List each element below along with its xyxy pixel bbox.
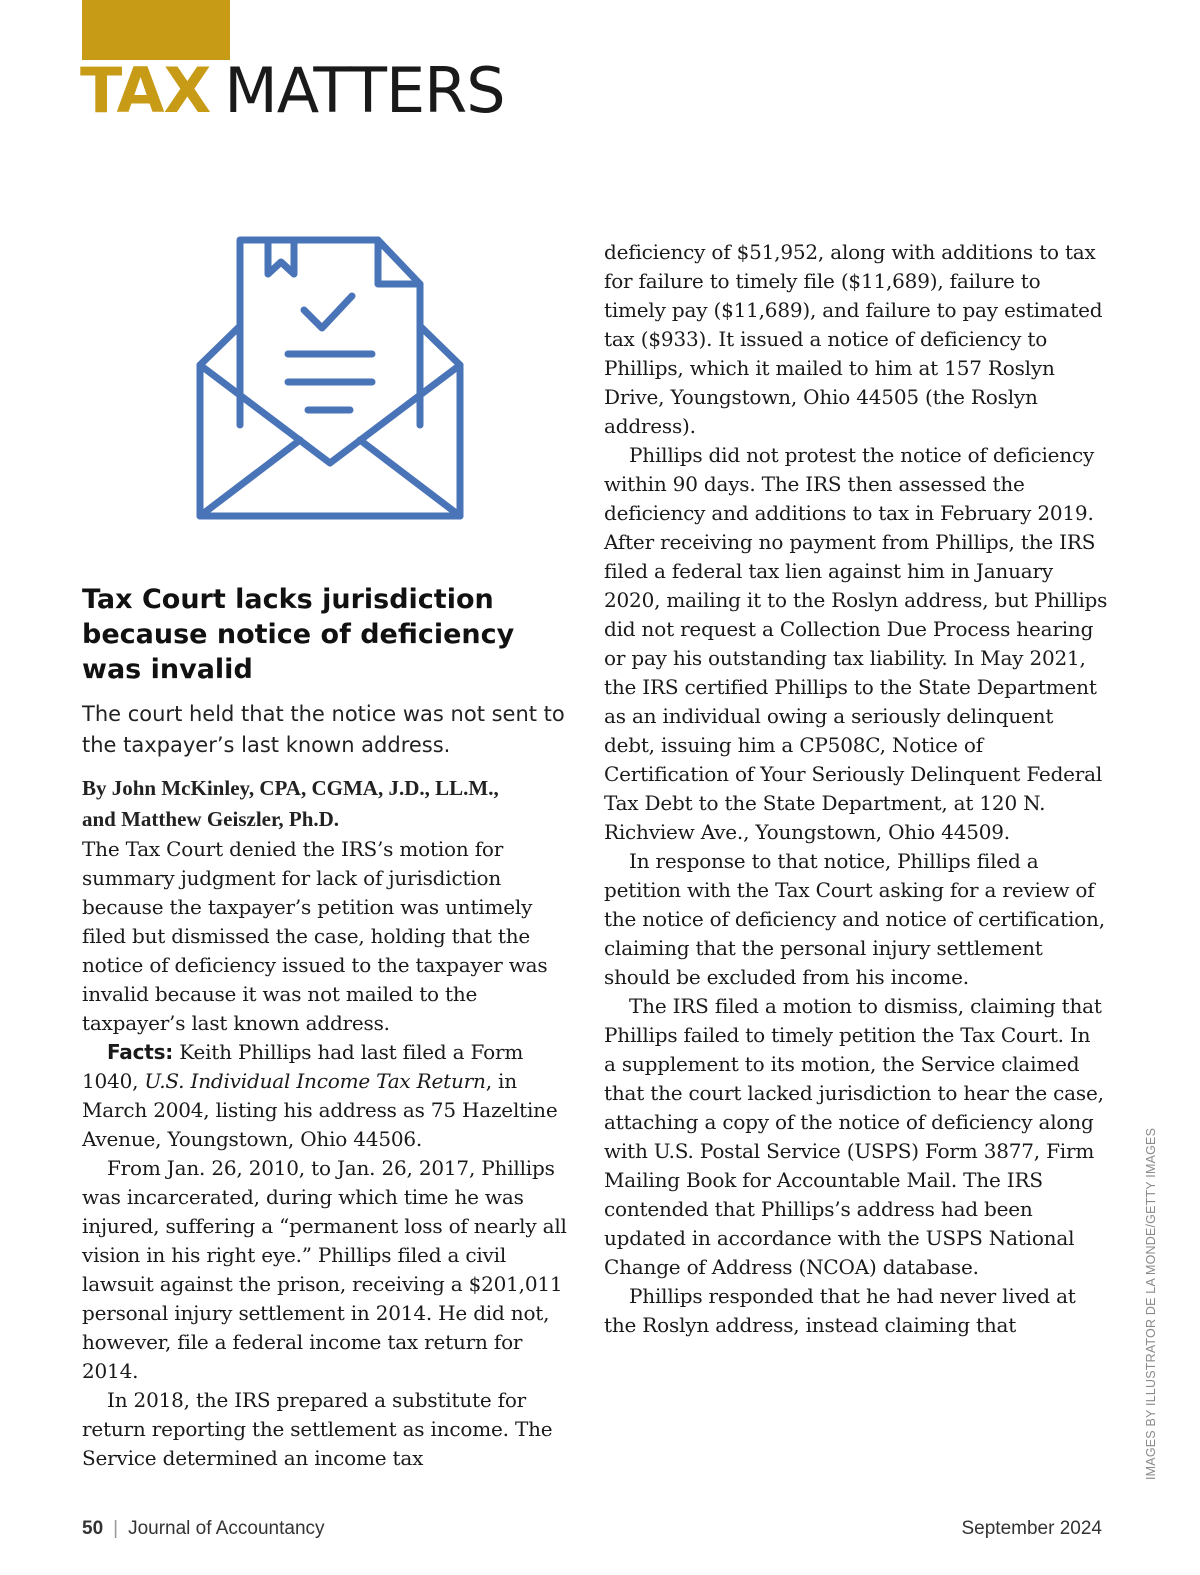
- section-title-rest: MATTERS: [224, 54, 505, 127]
- paragraph-incarceration: From Jan. 26, 2010, to Jan. 26, 2017, Phillips was incarcerated, during which time he was injured, suffering a “permanent loss of nearly all vision in his right eye.” Phillips filed a civil lawsuit against the prison, receiving a $201,011 personal injury settlement in 2014. He did not, however, file a federal income tax return for 2014.: [82, 1156, 567, 1383]
- form-title: U.S. Individual Income Tax Return: [144, 1069, 486, 1093]
- paragraph-deficiency: deficiency of $51,952, along with additions to tax for failure to timely file ($11,689), failure to timely pay ($11,689), and failure to pay estimated tax ($933). It issued a notice of deficiency to Phillips, which it mailed to him at 157 Roslyn Drive, Youngstown, Ohio 44505 (the Roslyn address).: [604, 240, 1103, 438]
- section-color-block: [82, 0, 230, 60]
- article-left-column: [82, 582, 576, 1473]
- byline-line-1: By John McKinley, CPA, CGMA, J.D., LL.M.,: [82, 776, 499, 800]
- byline-line-2: and Matthew Geiszler, Ph.D.: [82, 807, 340, 831]
- paragraph-response: Phillips responded that he had never lived at the Roslyn address, instead claiming that: [604, 1284, 1076, 1337]
- image-credit: IMAGES BY ILLUSTRATOR DE LA MONDE/GETTY IMAGES: [1144, 1127, 1158, 1480]
- page-number: 50: [82, 1518, 104, 1539]
- facts-text-b: , in March 2004, listing his address as 75 Hazeltine Avenue, Youngstown, Ohio 44506.: [82, 1069, 558, 1151]
- issue-date: September 2024: [961, 1518, 1102, 1539]
- paragraph-motion-to-dismiss: The IRS filed a motion to dismiss, claiming that Phillips failed to timely petition the Tax Court. In a supplement to its motion, the Service claimed that the court lacked jurisdiction to hear the case, attaching a copy of the notice of deficiency along with U.S. Postal Service (USPS) Form 3877, Firm Mailing Book for Accountable Mail. The IRS contended that Phillips’s address had been updated in accordance with the USPS National Change of Address (NCOA) database.: [604, 994, 1104, 1279]
- article-deck: The court held that the notice was not sent to the taxpayer’s last known address.: [82, 702, 565, 757]
- section-title-accent: TAX: [80, 54, 211, 127]
- section-title: [80, 52, 505, 130]
- footer-separator: |: [113, 1518, 119, 1539]
- paragraph-facts: [82, 1038, 576, 1154]
- publication-name: Journal of Accountancy: [128, 1518, 325, 1539]
- envelope-with-document-checkmark-icon: [192, 230, 468, 530]
- paragraph-substitute-return: In 2018, the IRS prepared a substitute for return reporting the settlement as income. The Service determined an income tax: [82, 1388, 553, 1470]
- article-byline: [82, 773, 576, 835]
- paragraph-assessment: Phillips did not protest the notice of deficiency within 90 days. The IRS then assessed the deficiency and additions to tax in February 2019. After receiving no payment from Phillips, the IRS filed a federal tax lien against him in January 2020, mailing it to the Roslyn address, but Phillips did not request a Collection Due Process hearing or pay his outstanding tax liability. In May 2021, the IRS certified Phillips to the State Department as an individual owing a seriously delinquent debt, issuing him a CP508C, Notice of Certification of Your Seriously Delinquent Federal Tax Debt to the State Department, at 120 N. Richview Ave., Youngstown, Ohio 44509.: [604, 443, 1108, 844]
- article-right-column: [604, 238, 1108, 1340]
- paragraph-intro: The Tax Court denied the IRS’s motion for summary judgment for lack of jurisdiction because the taxpayer’s petition was untimely filed but dismissed the case, holding that the notice of deficiency issued to the taxpayer was invalid because it was not mailed to the taxpayer’s last known address.: [82, 837, 548, 1035]
- facts-run-in-heading: Facts:: [107, 1040, 174, 1064]
- facts-text-a: Keith Phillips had last filed a Form 1040,: [82, 1040, 524, 1093]
- paragraph-petition: In response to that notice, Phillips filed a petition with the Tax Court asking for a review of the notice of deficiency and notice of certification, claiming that the personal injury settlement should be excluded from his income.: [604, 849, 1105, 989]
- article-headline: Tax Court lacks jurisdiction because notice of deficiency was invalid: [82, 584, 515, 685]
- footer-left: [82, 1518, 325, 1540]
